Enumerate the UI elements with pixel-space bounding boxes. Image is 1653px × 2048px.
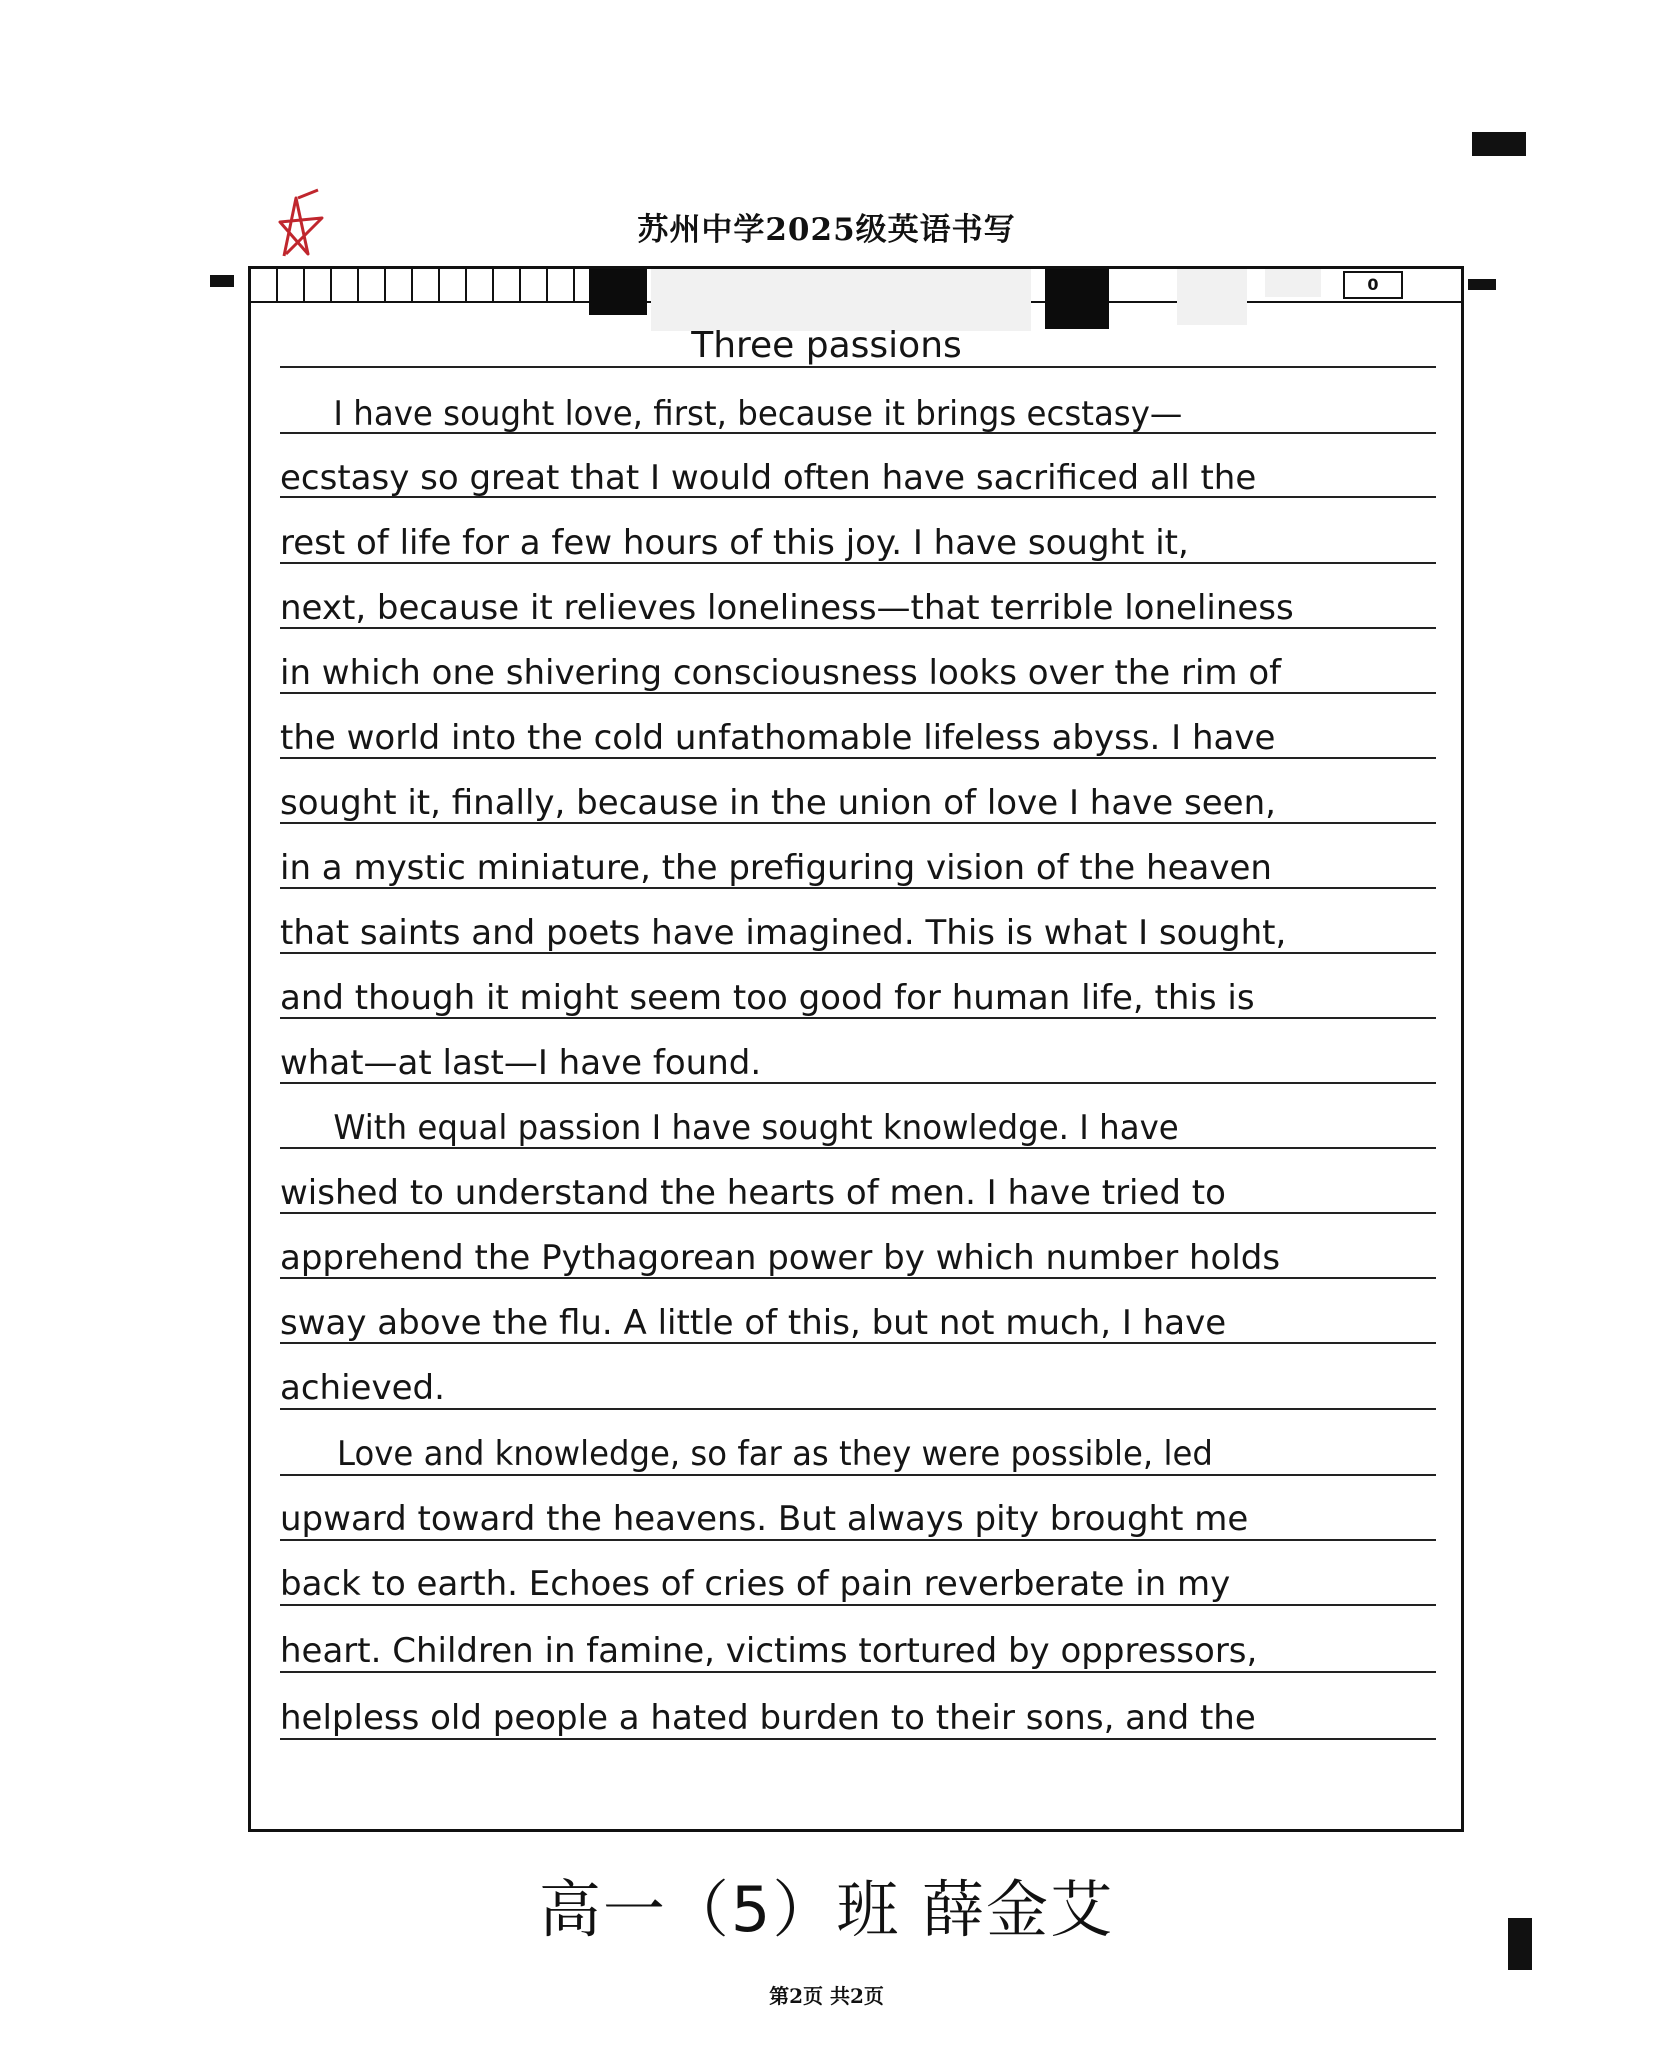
- registration-mark: [210, 275, 234, 287]
- essay-line: apprehend the Pythagorean power by which number holds: [280, 1238, 1281, 1278]
- id-cell: [305, 269, 332, 301]
- id-cell: [467, 269, 494, 301]
- redaction-block: [1177, 269, 1247, 325]
- ruled-line: [280, 1539, 1436, 1541]
- essay-line: helpless old people a hated burden to their sons, and the: [280, 1698, 1256, 1738]
- ruled-line: [280, 1408, 1436, 1410]
- essay-line: the world into the cold unfathomable lifeless abyss. I have: [280, 718, 1276, 758]
- redaction-block: [589, 269, 647, 315]
- id-cell: [332, 269, 359, 301]
- essay-line: in which one shivering consciousness looks over the rim of: [280, 653, 1282, 693]
- essay-line: With equal passion I have sought knowledge. I have: [333, 1108, 1179, 1148]
- essay-line: wished to understand the hearts of men. I have tried to: [280, 1173, 1226, 1213]
- score-box: 0: [1343, 271, 1403, 299]
- id-cell: [440, 269, 467, 301]
- essay-line: next, because it relieves loneliness—that terrible loneliness: [280, 588, 1294, 628]
- id-cell: [386, 269, 413, 301]
- essay-line: that saints and poets have imagined. This is what I sought,: [280, 913, 1287, 953]
- redaction-block: [1265, 269, 1321, 297]
- essay-line: what—at last—I have found.: [280, 1043, 762, 1083]
- registration-mark: [1468, 279, 1496, 290]
- essay-line: ecstasy so great that I would often have sacrificed all the: [280, 458, 1257, 498]
- essay-line: I have sought love, first, because it brings ecstasy—: [333, 394, 1183, 434]
- ruled-line: [280, 1671, 1436, 1673]
- essay-line: upward toward the heavens. But always pity brought me: [280, 1499, 1249, 1539]
- essay-line: in a mystic miniature, the prefiguring vision of the heaven: [280, 848, 1272, 888]
- essay-line: back to earth. Echoes of cries of pain reverberate in my: [280, 1564, 1231, 1604]
- redaction-block: [651, 269, 1031, 331]
- student-class-name: 高一（5）班 薛金艾: [538, 1873, 1115, 1946]
- id-cell: [278, 269, 305, 301]
- ruled-line: [280, 1738, 1436, 1740]
- page-number: 第2页 共2页: [769, 1984, 884, 2008]
- registration-mark: [1472, 132, 1526, 156]
- ruled-line: [280, 1604, 1436, 1606]
- id-cell: [251, 269, 278, 301]
- essay-line: and though it might seem too good for human life, this is: [280, 978, 1255, 1018]
- essay-line: rest of life for a few hours of this joy. I have sought it,: [280, 523, 1189, 563]
- id-cell: [494, 269, 521, 301]
- id-cell: [413, 269, 440, 301]
- ruled-line: [280, 1474, 1436, 1476]
- page-title: 苏州中学2025级英语书写: [637, 212, 1016, 248]
- essay-line: heart. Children in famine, victims tortured by oppressors,: [280, 1631, 1258, 1671]
- essay-line: achieved.: [280, 1368, 445, 1408]
- essay-line: Love and knowledge, so far as they were possible, led: [337, 1434, 1213, 1474]
- redaction-block: [1045, 269, 1109, 329]
- essay-title: Three passions: [691, 325, 962, 366]
- id-cell: [548, 269, 575, 301]
- ruled-line: [280, 366, 1436, 368]
- essay-line: sway above the flu. A little of this, but not much, I have: [280, 1303, 1227, 1343]
- id-cell: [359, 269, 386, 301]
- essay-line: sought it, finally, because in the union of love I have seen,: [280, 783, 1276, 823]
- id-cell: [521, 269, 548, 301]
